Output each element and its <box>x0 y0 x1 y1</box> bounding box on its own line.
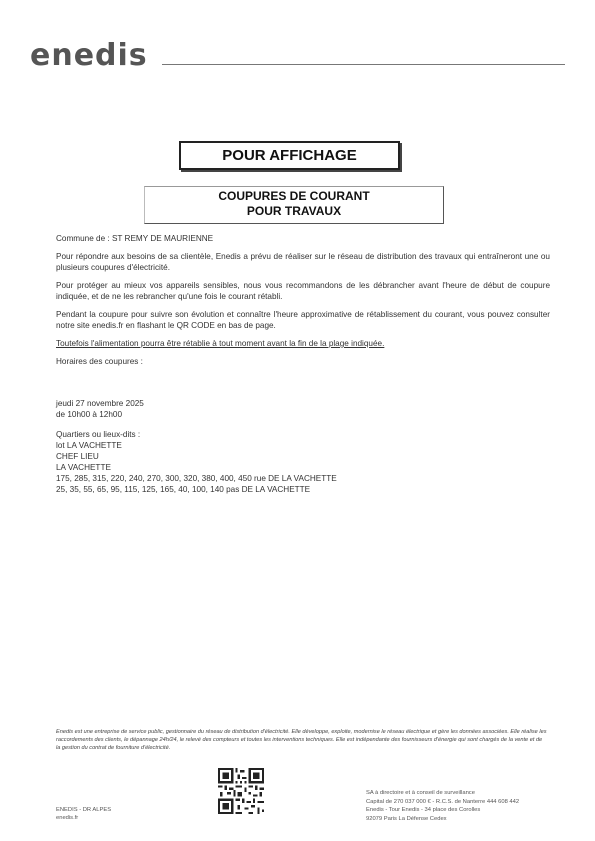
footer-company-info <box>366 789 519 823</box>
list-item: 25, 35, 55, 65, 95, 115, 125, 165, 40, 100, 140 pas DE LA VACHETTE <box>56 485 311 494</box>
list-item: lot LA VACHETTE <box>56 441 122 450</box>
list-item: LA VACHETTE <box>56 463 111 472</box>
quartiers-label: Quartiers ou lieux-dits : <box>56 430 141 439</box>
footer-legal-text: Enedis est une entreprise de service public, gestionnaire du réseau de distribution d'électricité. Elle développe, exploite, modernise le réseau électrique et gère les données associées. Elle réalise les raccordements des clients, le dépannage 24h/24, le relevé des compteurs et toutes les interventions techniques. Elle est indépendante des fournisseurs d'énergie qui sont chargés de la vente et de la gestion du contrat de fourniture d'électricité. <box>56 729 547 751</box>
notice-body <box>56 233 550 495</box>
outage-time: de 10h00 à 12h00 <box>56 410 123 419</box>
footer-company-line: Enedis - Tour Enedis - 34 place des Corolles <box>366 807 481 813</box>
footer-left <box>56 806 111 822</box>
pour-affichage-box <box>179 141 400 170</box>
footer-company-line: SA à directoire et à conseil de surveillance <box>366 790 475 796</box>
enedis-logo: enedis <box>30 38 148 73</box>
notice-title-line1: COUPURES DE COURANT <box>218 189 370 203</box>
list-item: CHEF LIEU <box>56 452 99 461</box>
notice-title-line2: POUR TRAVAUX <box>246 204 342 218</box>
footer-company-line: Capital de 270 037 000 € - R.C.S. de Nanterre 444 608 442 <box>366 798 520 805</box>
notice-title-box <box>144 186 444 224</box>
horaires-label: Horaires des coupures : <box>56 357 143 366</box>
header-divider <box>162 64 565 65</box>
list-item: 175, 285, 315, 220, 240, 270, 300, 320, 380, 400, 450 rue DE LA VACHETTE <box>56 474 337 483</box>
outage-schedule <box>56 398 550 420</box>
paragraph-restoration: Toutefois l'alimentation pourra être rétablie à tout moment avant la fin de la plage indiquée. <box>56 339 385 348</box>
outage-date: jeudi 27 novembre 2025 <box>56 399 144 408</box>
footer-company-line: 92079 Paris La Défense Cedex <box>366 815 447 822</box>
paragraph-follow-up: Pendant la coupure pour suivre son évolution et connaître l'heure approximative de rétablissement du courant, vous pouvez consulter notre site enedis.fr en flashant le QR CODE en bas de page. <box>56 310 550 330</box>
paragraph-intro: Pour répondre aux besoins de sa clientèle, Enedis a prévu de réaliser sur le réseau de distribution des travaux qui entraîneront une ou plusieurs coupures d'électricité. <box>56 252 550 272</box>
footer-region: ENEDIS - DR ALPES <box>56 807 112 813</box>
commune-line: Commune de : ST REMY DE MAURIENNE <box>56 234 214 243</box>
footer-website-link[interactable]: enedis.fr <box>56 815 79 821</box>
qr-code-icon[interactable] <box>218 768 264 814</box>
pour-affichage-title: POUR AFFICHAGE <box>222 147 357 164</box>
places-list <box>56 429 550 495</box>
paragraph-protection: Pour protéger au mieux vos appareils sensibles, nous vous recommandons de les débrancher avant l'heure de début de coupure indiquée, et de ne les rebrancher qu'une fois le courant rétabli. <box>56 281 550 301</box>
